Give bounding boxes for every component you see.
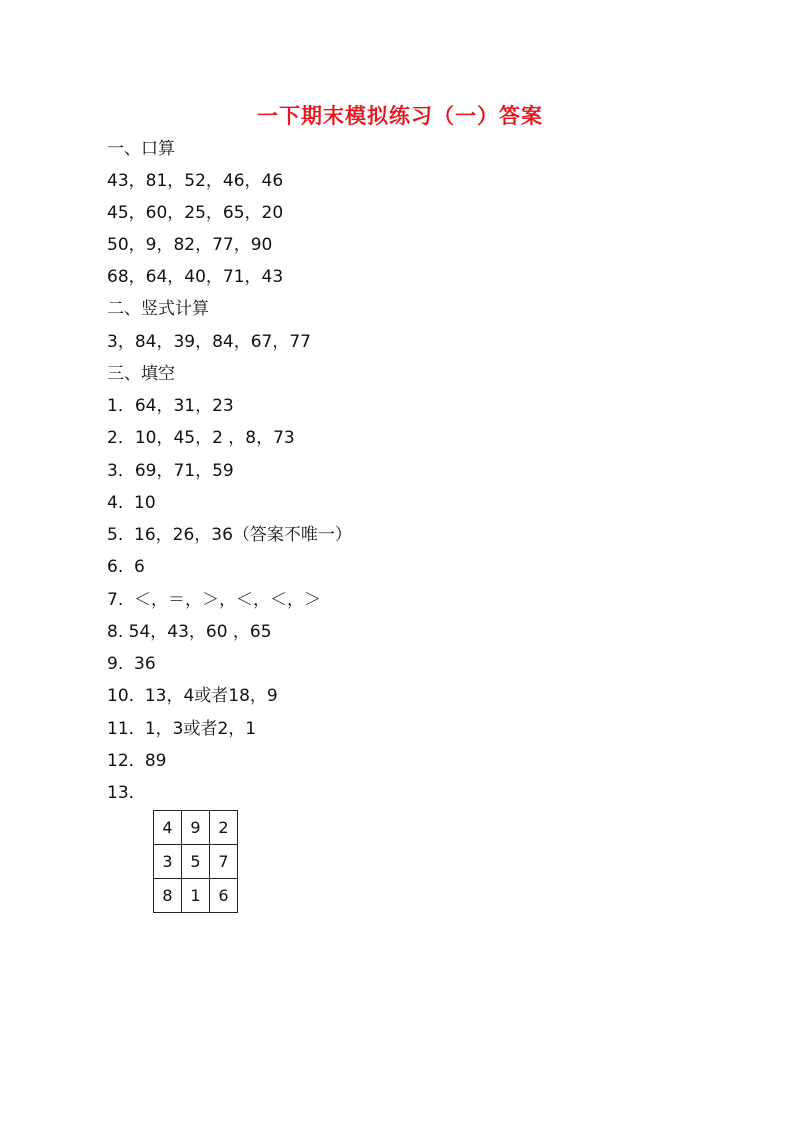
grid-cell: 8 xyxy=(154,879,182,913)
answer-item: 12. 89 xyxy=(107,751,167,771)
answer-item: 6. 6 xyxy=(107,557,145,577)
grid-row xyxy=(154,879,238,913)
answer-row: 68，64，40，71，43 xyxy=(107,267,284,287)
answer-row: 3，84，39，84，67，77 xyxy=(107,332,311,352)
answer-item: 11. 1，3或者2，1 xyxy=(107,719,257,739)
answer-item: 3．69，71，59 xyxy=(107,461,234,481)
grid-cell: 9 xyxy=(182,811,210,845)
page-title: 一下期末模拟练习（一）答案 xyxy=(257,104,543,128)
answer-item: 1．64，31，23 xyxy=(107,396,234,416)
answer-item: 10. 13，4或者18，9 xyxy=(107,686,278,706)
section-heading-fill-blank: 三、填空 xyxy=(107,364,175,384)
grid-cell: 3 xyxy=(154,845,182,879)
answer-row: 43，81，52，46，46 xyxy=(107,171,284,191)
grid-row xyxy=(154,811,238,845)
answer-item: 8. 54，43，60 ，65 xyxy=(107,622,272,642)
grid-row xyxy=(154,845,238,879)
answer-item: 4. 10 xyxy=(107,493,156,513)
magic-square-grid xyxy=(153,810,238,913)
grid-cell: 7 xyxy=(210,845,238,879)
grid-cell: 2 xyxy=(210,811,238,845)
grid-cell: 4 xyxy=(154,811,182,845)
grid-cell: 5 xyxy=(182,845,210,879)
answer-item: 9. 36 xyxy=(107,654,156,674)
answer-item: 7. ＜，＝，＞，＜，＜，＞ xyxy=(107,590,322,610)
answer-item: 5. 16，26，36（答案不唯一） xyxy=(107,525,352,545)
section-heading-oral-calc: 一、口算 xyxy=(107,139,175,159)
section-heading-vertical-calc: 二、竖式计算 xyxy=(107,299,209,319)
answer-row: 50，9，82，77，90 xyxy=(107,235,273,255)
grid-cell: 1 xyxy=(182,879,210,913)
answer-item: 13. xyxy=(107,783,135,803)
answer-row: 45，60，25，65，20 xyxy=(107,203,284,223)
answer-item: 2．10，45，2 ，8，73 xyxy=(107,428,295,448)
grid-cell: 6 xyxy=(210,879,238,913)
